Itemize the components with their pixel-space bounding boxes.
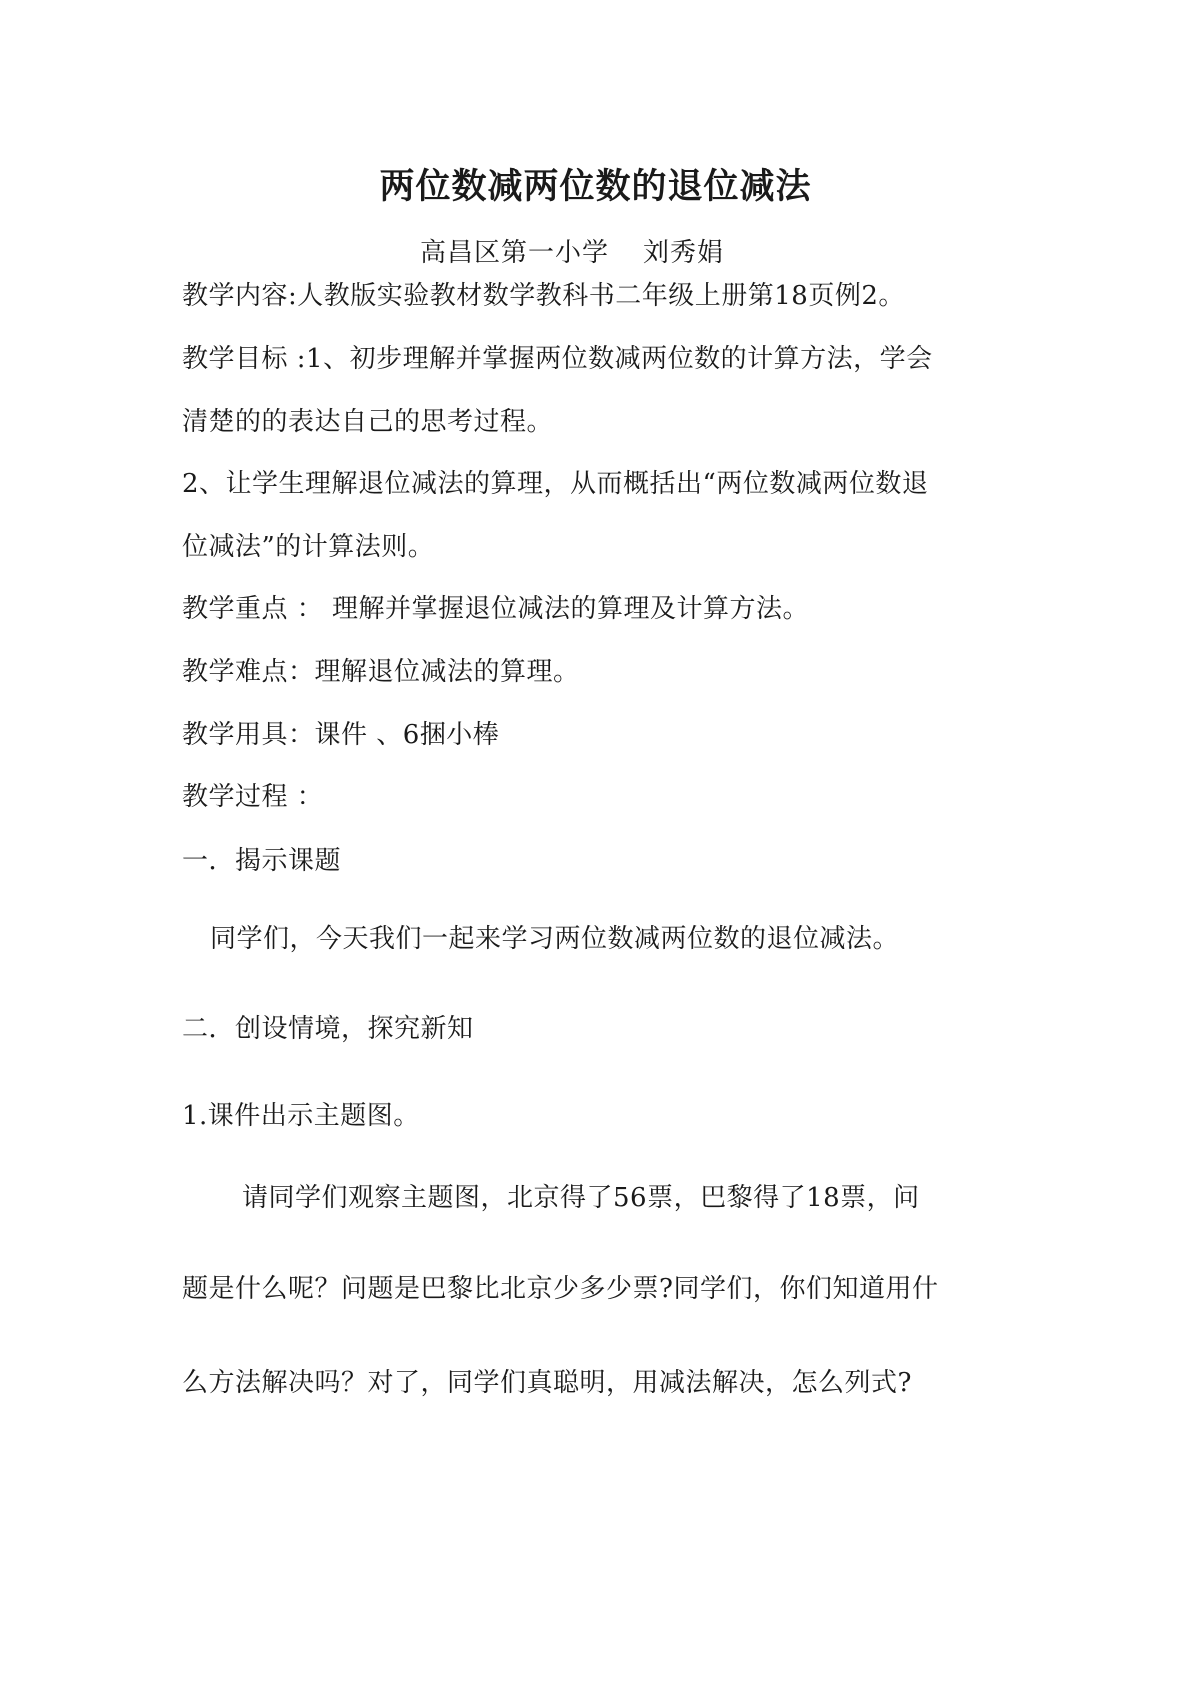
step-one-heading: 1.课件出示主题图。 <box>182 1101 420 1131</box>
section-one-text: 同学们，今天我们一起来学习两位数减两位数的退位减法。 <box>210 924 900 954</box>
step-one-text-line-2: 题是什么呢？问题是巴黎比北京少多少票?同学们，你们知道用什 <box>182 1274 939 1304</box>
teaching-goal-2-line-1: 2、让学生理解退位减法的算理，从而概括出“两位数减两位数退 <box>182 469 929 499</box>
step-one-text-line-1: 请同学们观察主题图，北京得了56票，巴黎得了18票，问 <box>242 1183 920 1213</box>
author-line <box>420 236 724 270</box>
author-school: 高昌区第一小学 <box>420 238 610 268</box>
teaching-process-heading: 教学过程 ： <box>182 782 324 812</box>
page-title: 两位数减两位数的退位减法 <box>379 167 812 207</box>
section-two-heading: 二．创设情境，探究新知 <box>182 1014 474 1044</box>
author-name: 刘秀娟 <box>643 238 725 268</box>
teaching-difficulty: 教学难点：理解退位减法的算理。 <box>182 657 580 687</box>
section-one-heading: 一．揭示课题 <box>182 846 342 876</box>
teaching-goal-line-1: 教学目标 :1、初步理解并掌握两位数减两位数的计算方法，学会 <box>182 344 933 374</box>
teaching-content: 教学内容:人教版实验教材数学教科书二年级上册第18页例2。 <box>182 281 905 311</box>
teaching-key-point: 教学重点 ： 理解并掌握退位减法的算理及计算方法。 <box>182 594 810 624</box>
teaching-goal-line-2: 清楚的的表达自己的思考过程。 <box>182 407 554 437</box>
teaching-tools: 教学用具：课件 、6捆小棒 <box>182 720 500 750</box>
teaching-goal-2-line-2: 位减法”的计算法则。 <box>182 532 435 562</box>
step-one-text-line-3: 么方法解决吗？对了，同学们真聪明，用减法解决，怎么列式? <box>182 1368 912 1398</box>
